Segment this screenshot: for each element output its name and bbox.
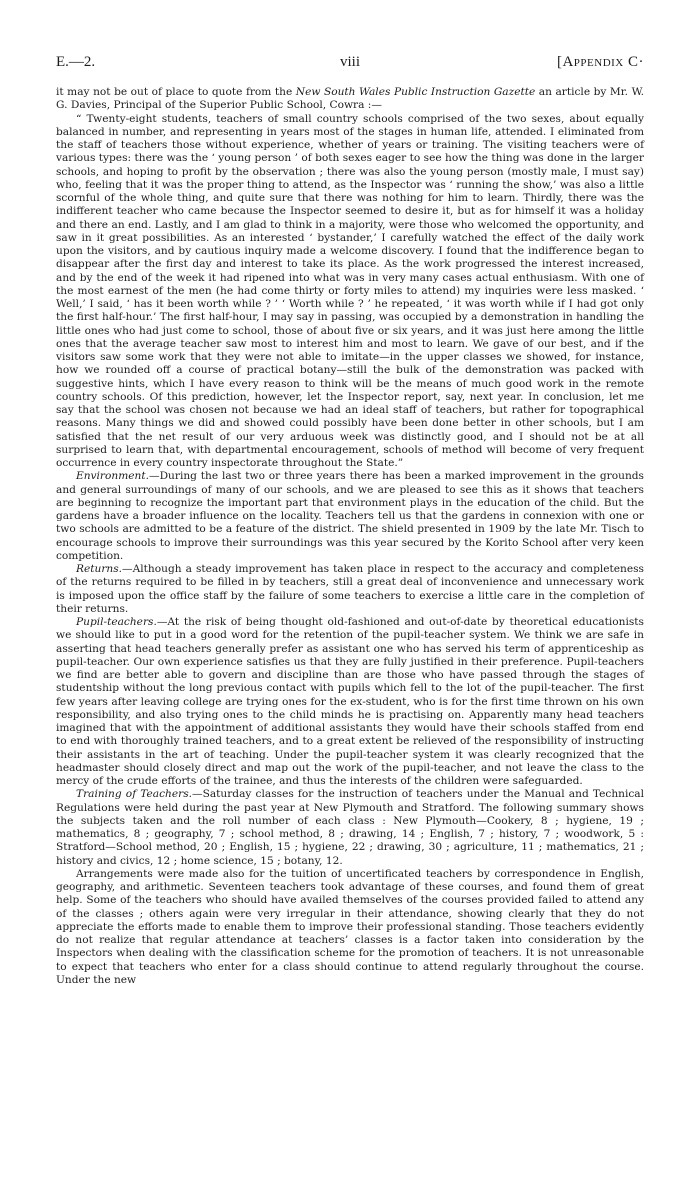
returns-paragraph: Returns.—Although a steady improvement has taken place in respect to the accuracy and completeness of the returns required to be filled in by teachers, still a great deal of inconvenience and unnecessary work is imposed upon the office staff by the failure of some teachers to exercise a little care in the completion of their returns. [56, 563, 644, 615]
page-header [56, 56, 644, 76]
arrangements-paragraph: Arrangements were made also for the tuition of uncertificated teachers by correspondence in English, geography, and arithmetic. Seventeen teachers took advantage of these courses, and found them of great help. Some of the teachers who should have availed themselves of the courses provided failed to attend any of the classes ; others again were very irregular in their attendance, showing clearly that they do not appreciate the efforts made to enable them to improve their professional standing. Those teachers evidently do not realize that regular attendance at teachers’ classes is a factor taken into consideration by the Inspectors when dealing with the classification scheme for the promotion of teachers. It is not unreasonable to expect that teachers who enter for a class should continue to attend regularly throughout the course. Under the new [56, 867, 644, 986]
pupil-teachers-paragraph: Pupil-teachers.—At the risk of being thought old-fashioned and out-of-date by theoretical educationists we should like to put in a good word for the retention of the pupil-teacher system. We think we are safe in asserting that head teachers generally prefer as assistant one who has served his term of apprenticeship as pupil-teacher. Our own experience satisfies us that they are fully justified in their preference. Pupil-teachers we find are better able to govern and discipline than are those who have passed through the stages of studentship without the long previous contact with pupils which fell to the lot of the pupil-teacher. The first few years after leaving college are trying ones for the ex-student, who is for the first time thrown on his own responsibility, and also trying ones to the child minds he is practising on. Apparently many head teachers imagined that with the appointment of additional assistants they would have their schools staffed from end to end with thoroughly trained teachers, and to a great extent be relieved of the responsibility of instructing their assistants in the art of teaching. Under the pupil-teacher system it was clearly recognized that the headmaster should closely direct and map out the work of the pupil-teacher, and not leave the class to the mercy of the crude efforts of the trainee, and thus the interests of the children were safeguarded. [56, 616, 644, 787]
returns-heading: Returns. [76, 563, 123, 575]
training-heading: Training of Teachers. [76, 788, 192, 801]
header-appendix: [Appendix C· [556, 54, 644, 70]
header-reference: E.—2. [56, 54, 96, 70]
body-text [56, 86, 644, 987]
training-paragraph: Training of Teachers.—Saturday classes for the instruction of teachers under the Manual and Technical Regulations were held during the past year at New Plymouth and Stratford. The following summary shows the subjects taken and the roll number of each class : New Plymouth—Cookery, 8 ; hygiene, 19 ; mathematics, 8 ; geography, 7 ; school method, 8 ; drawing, 14 ; English, 7 ; history, 7 ; woodwork, 5 : Stratford—School method, 20 ; English, 15 ; hygiene, 22 ; drawing, 30 ; agriculture, 11 ; mathematics, 21 ; history and civics, 12 ; home science, 15 ; botany, 12. [56, 788, 645, 867]
environment-heading: Environment. [76, 470, 149, 483]
intro-paragraph: it may not be out of place to quote from the New South Wales Public Instruction Gazette an article by Mr. W. G. Davies, Principal of the Superior Public School, Cowra :— [56, 86, 644, 112]
environment-paragraph: Environment.—During the last two or three years there has been a marked improvement in the grounds and general surroundings of many of our schools, and we are pleased to see this as it shows that teachers are beginning to recognize the important part that environment plays in the education of the child. But the gardens have a broader influence on the locality. Teachers tell us that the gardens in connexion with one or two schools are admitted to be a feature of the district. The shield presented in 1909 by the late Mr. Tisch to encourage schools to improve their surroundings was this year secured by the Korito School after very keen competition. [56, 470, 644, 562]
quote-paragraph: “ Twenty-eight students, teachers of small country schools comprised of the two sexes, about equally balanced in number, and representing in years most of the stages in human life, attended. I eliminated from the staff of teachers those without experience, whether of years or training. The visiting teachers were of various types: there was the ‘ young person ’ of both sexes eager to see how the thing was done in the larger schools, and hoping to profit by the observation ; there was also the young person (mostly male, I must say) who, feeling that it was the proper thing to attend, as the Inspector was ‘ running the show,’ was also a little scornful of the whole thing, and quite sure that there was nothing for him to learn. Thirdly, there was the indifferent teacher who came because the Inspector seemed to desire it, but as for himself it was a holiday and there an end. Lastly, and I am glad to think in a majority, were those who welcomed the opportunity, and saw in it great possibilities. As an interested ‘ bystander,’ I carefully watched the effect of the daily work upon the visitors, and by cautious inquiry made a welcome discovery. I found that the indifference began to disappear after the first day and interest to take its place. As the work progressed the interest increased, and by the end of the week it had ripened into what was in very many cases actual enthusiasm. With one of the most earnest of the men (he had come thirty or forty miles to attend) my inquiries were less masked. ‘ Well,’ I said, ‘ has it been worth while ? ’ ‘ Worth while ? ’ he repeated, ‘ it was worth while if I had got only the first half-hour.’ The first half-hour, I may say in passing, was occupied by a demonstration in handling the little ones who had just come to school, those of about five or six years, and it was just here among the little ones that the average teacher saw most to interest him and most to learn. We gave of our best, and if the visitors saw some work that they were not able to imitate—in the upper classes we showed, for instance, how we rounded off a course of practical botany—still the bulk of the demonstration was packed with suggestive hints, which I have every reason to think will be the means of much good work in the remote country schools. Of this prediction, however, let the Inspector report, say, next year. In conclusion, let me say that the school was chosen not because we had an ideal staff of teachers, but rather for topographical reasons. Many things we did and showed could possibly have been done better in other schools, but I am satisfied that the net result of our very arduous week was distinctly good, and I should not be at all surprised to learn that, with departmental encouragement, schools of method will become of very frequent occurrence in every country inspectorate throughout the State.” [56, 112, 644, 469]
page-number: viii [339, 54, 360, 70]
gazette-title: New South Wales Public Instruction Gazette [295, 86, 536, 98]
pupil-teachers-heading: Pupil-teachers. [76, 616, 157, 628]
